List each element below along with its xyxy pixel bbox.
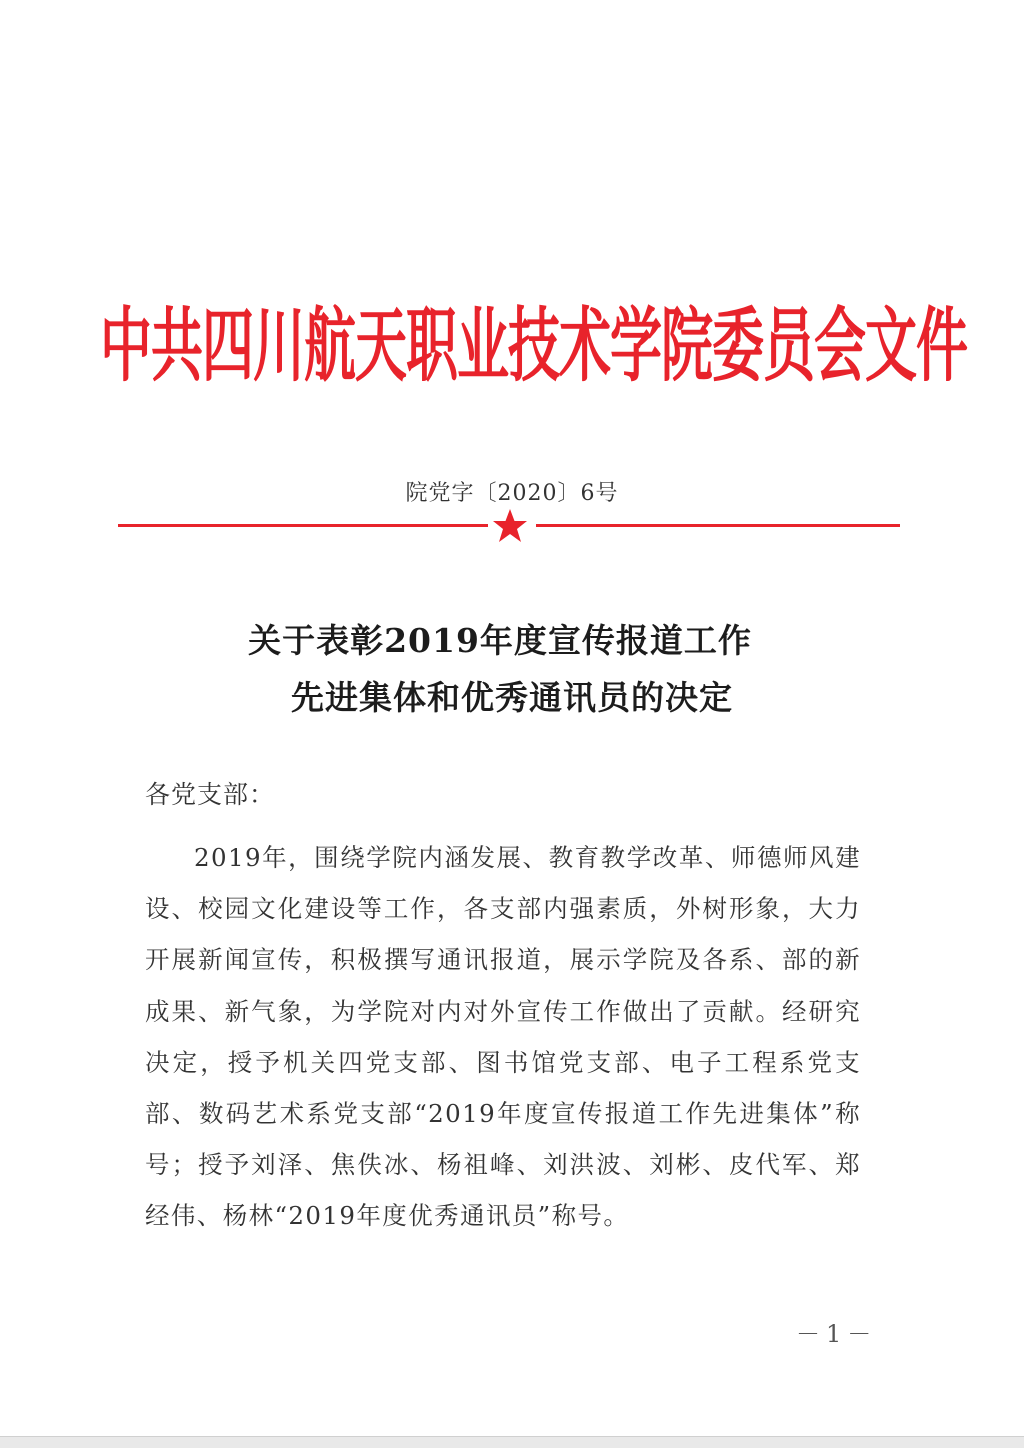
red-divider-left [118,524,488,527]
page-number: －1－ [796,1320,878,1348]
document-title-line-2: 先进集体和优秀通讯员的决定 [291,678,733,717]
red-divider-right [536,524,900,527]
document-title-line-1: 关于表彰2019年度宣传报道工作 [248,621,752,660]
document-number: 院党字〔2020〕6号 [405,481,619,506]
red-star-shape [493,509,527,542]
letterhead-title: 中共四川航天职业技术学院委员会文件 [100,300,968,394]
body-paragraph-container [145,832,861,1242]
body-paragraph: 2019年，围绕学院内涵发展、教育教学改革、师德师风建设、校园文化建设等工作，各支部内强素质，外树形象，大力开展新闻宣传，积极撰写通讯报道，展示学院及各系、部的新成果、新气象，为学院对内对外宣传工作做出了贡献。经研究决定，授予机关四党支部、图书馆党支部、电子工程系党支部、数码艺术系党支部“2019年度宣传报道工作先进集体”称号；授予刘泽、焦佚冰、杨祖峰、刘洪波、刘彬、皮代军、郑经伟、杨林“2019年度优秀通讯员”称号。 [145,843,861,1231]
salutation: 各党支部： [145,780,276,809]
scan-bottom-edge [0,1436,1024,1448]
red-star-icon [490,506,530,546]
